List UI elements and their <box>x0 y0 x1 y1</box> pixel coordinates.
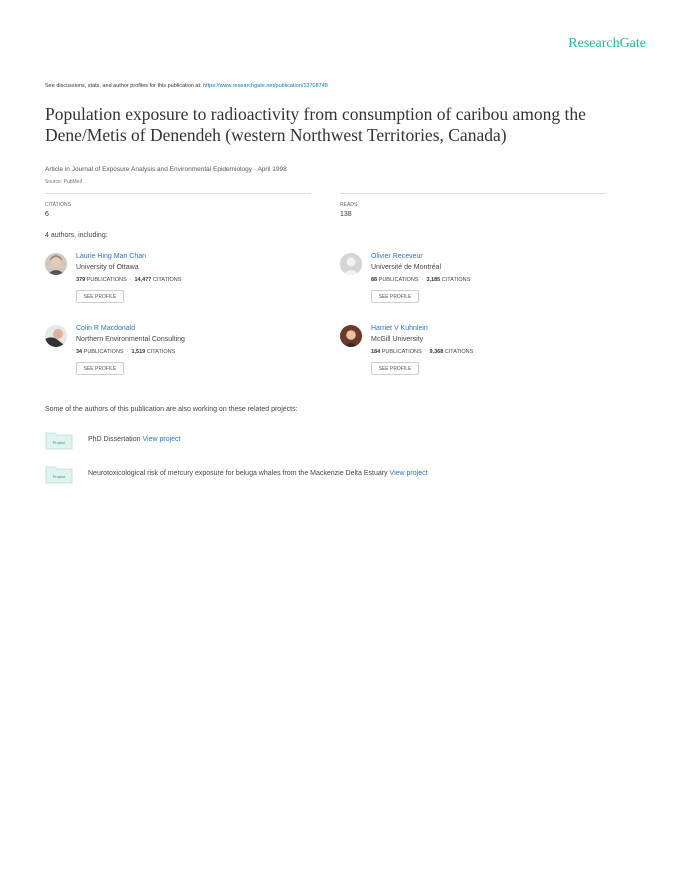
see-profile-button[interactable]: SEE PROFILE <box>371 362 419 375</box>
project-folder-label: Project <box>52 440 66 445</box>
project-item <box>45 430 465 450</box>
citations-count: 9,368 <box>429 349 444 355</box>
citations-count: 1,519 <box>131 349 146 355</box>
author-card <box>45 253 305 313</box>
project-folder-icon <box>45 430 73 450</box>
see-profile-button[interactable]: SEE PROFILE <box>371 290 419 303</box>
author-stats: 88 PUBLICATIONS · 3,185 CITATIONS <box>371 277 471 283</box>
discussion-line <box>45 83 328 89</box>
author-stats: 34 PUBLICATIONS · 1,519 CITATIONS <box>76 349 176 355</box>
author-affiliation: Northern Environmental Consulting <box>76 336 185 343</box>
project-title: PhD Dissertation <box>88 436 141 443</box>
citations-label: CITATIONS <box>441 277 471 283</box>
default-avatar-icon[interactable] <box>340 253 362 275</box>
project-text <box>88 470 428 477</box>
author-name[interactable]: Laurie Hing Man Chan <box>76 253 147 260</box>
citations-label: CITATIONS <box>444 349 474 355</box>
author-name[interactable]: Olivier Receveur <box>371 253 423 260</box>
article-meta: Article in Journal of Exposure Analysis and Environmental Epidemiology · April 1998 <box>45 166 287 173</box>
reads-stat <box>340 193 606 218</box>
publication-link[interactable]: https://www.researchgate.net/publication/13708748 <box>203 83 328 89</box>
publication-title: Population exposure to radioactivity from consumption of caribou among the Dene/Metis of Denendeh (western Northwest Territories, Canada) <box>45 104 586 145</box>
author-avatar[interactable] <box>340 325 362 347</box>
author-stats: 184 PUBLICATIONS · 9,368 CITATIONS <box>371 349 474 355</box>
publications-label: PUBLICATIONS <box>86 277 127 283</box>
author-avatar[interactable] <box>45 325 67 347</box>
reads-value: 138 <box>340 211 352 218</box>
publications-count: 379 <box>76 277 86 283</box>
authors-heading: 4 authors, including: <box>45 232 108 239</box>
author-card <box>340 325 600 385</box>
author-affiliation: University of Ottawa <box>76 264 139 271</box>
citations-stat <box>45 193 311 218</box>
citations-count: 3,185 <box>426 277 441 283</box>
source-line: Source: PubMed <box>45 179 83 185</box>
author-affiliation: McGill University <box>371 336 424 343</box>
publications-label: PUBLICATIONS <box>381 349 422 355</box>
citations-count: 14,477 <box>134 277 152 283</box>
author-name[interactable]: Colin R Macdonald <box>76 325 136 332</box>
project-text <box>88 436 181 443</box>
publications-count: 34 <box>76 349 83 355</box>
author-card <box>45 325 305 385</box>
publications-count: 184 <box>371 349 381 355</box>
view-project-link[interactable]: View project <box>142 436 181 443</box>
reads-label: READS <box>340 202 358 208</box>
projects-heading: Some of the authors of this publication are also working on these related projects: <box>45 406 298 413</box>
project-title: Neurotoxicological risk of mercury exposure for beluga whales from the Mackenzie Delta Estuary <box>88 470 388 477</box>
publications-label: PUBLICATIONS <box>83 349 124 355</box>
view-project-link[interactable]: View project <box>389 470 428 477</box>
author-avatar[interactable] <box>45 253 67 275</box>
author-stats: 379 PUBLICATIONS · 14,477 CITATIONS <box>76 277 182 283</box>
project-item <box>45 464 465 484</box>
see-profile-button[interactable]: SEE PROFILE <box>76 362 124 375</box>
see-profile-button[interactable]: SEE PROFILE <box>76 290 124 303</box>
author-affiliation: Université de Montréal <box>371 264 442 271</box>
citations-value: 6 <box>45 211 49 218</box>
citations-label: CITATIONS <box>152 277 182 283</box>
publications-count: 88 <box>371 277 378 283</box>
researchgate-logo[interactable]: ResearchGate <box>568 36 646 51</box>
citations-label: CITATIONS <box>146 349 176 355</box>
author-card <box>340 253 600 313</box>
discussion-text: See discussions, stats, and author profiles for this publication at: <box>45 83 202 89</box>
project-folder-icon <box>45 464 73 484</box>
project-folder-label: Project <box>52 474 66 479</box>
author-name[interactable]: Harriet V Kuhnlein <box>371 325 428 332</box>
publications-label: PUBLICATIONS <box>378 277 419 283</box>
citations-label: CITATIONS <box>45 202 71 208</box>
